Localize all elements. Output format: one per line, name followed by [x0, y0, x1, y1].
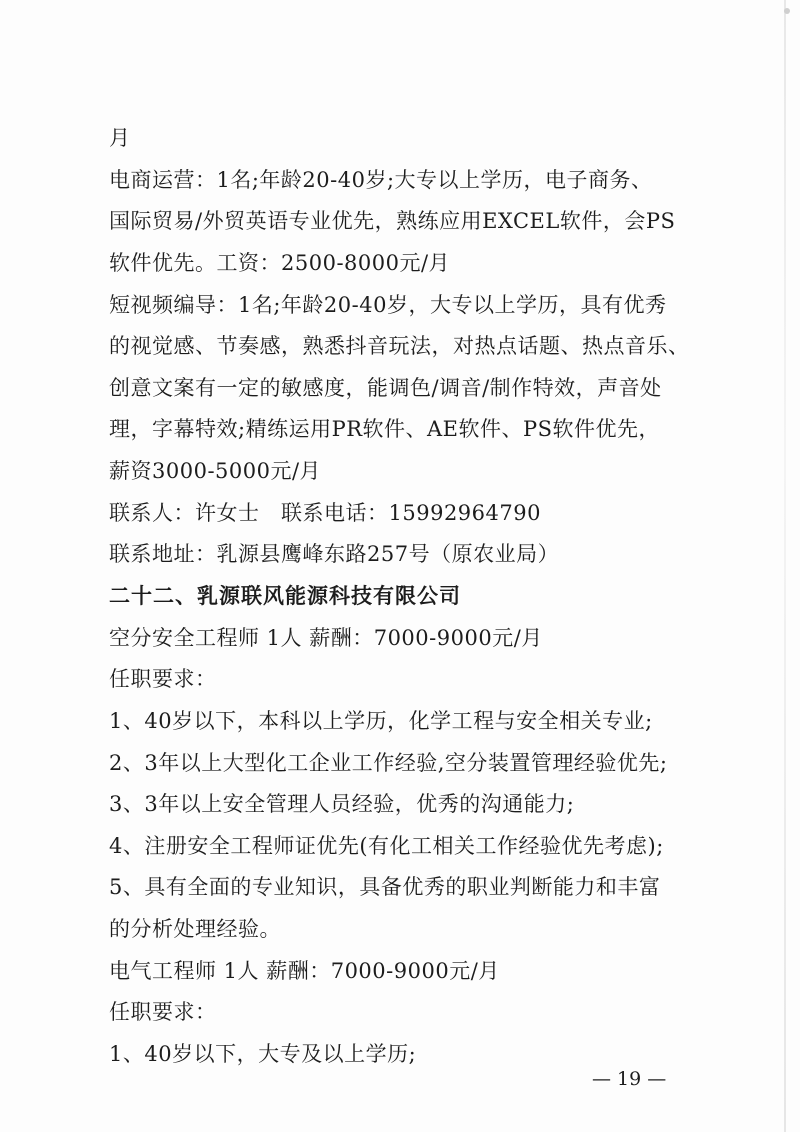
job-title-line: 电气工程师 1人 薪酬：7000-9000元/月	[109, 959, 500, 983]
paragraph-line: 创意文案有一定的敏感度，能调色/调音/制作特效，声音处	[109, 376, 662, 400]
job-title-line: 空分安全工程师 1人 薪酬：7000-9000元/月	[109, 626, 543, 650]
requirement-item: 2、3年以上大型化工企业工作经验,空分装置管理经验优先;	[109, 751, 668, 775]
page-number: — 19 —	[592, 1068, 667, 1090]
paragraph-line: 理，字幕特效;精练运用PR软件、AE软件、PS软件优先，	[109, 417, 661, 441]
requirement-item: 1、40岁以下，本科以上学历，化学工程与安全相关专业;	[109, 709, 653, 733]
paragraph-line: 短视频编导：1名;年龄20-40岁，大专以上学历，具有优秀	[109, 293, 667, 317]
paragraph-line: 国际贸易/外贸英语专业优先，熟练应用EXCEL软件，会PS	[109, 209, 676, 233]
requirement-item: 的分析处理经验。	[109, 917, 281, 941]
paragraph-line: 电商运营：1名;年龄20-40岁;大专以上学历，电子商务、	[109, 168, 653, 192]
address-line: 联系地址：乳源县鹰峰东路257号（原农业局）	[109, 542, 560, 566]
scan-corner-dot	[784, 8, 790, 14]
requirements-label: 任职要求：	[109, 1000, 217, 1024]
paragraph-line: 月	[109, 126, 131, 150]
requirement-item: 3、3年以上安全管理人员经验，优秀的沟通能力;	[109, 792, 575, 816]
scan-edge-mark	[784, 0, 786, 1132]
paragraph-line: 的视觉感、节奏感，熟悉抖音玩法，对热点话题、热点音乐、	[109, 334, 690, 358]
requirement-item: 4、注册安全工程师证优先(有化工相关工作经验优先考虑);	[109, 834, 664, 858]
paragraph-line: 软件优先。工资：2500-8000元/月	[109, 251, 451, 275]
requirements-label: 任职要求：	[109, 667, 217, 691]
contact-line: 联系人：许女士 联系电话：15992964790	[109, 501, 541, 525]
requirement-item: 5、具有全面的专业知识，具备优秀的职业判断能力和丰富	[109, 875, 661, 899]
company-heading: 二十二、乳源联风能源科技有限公司	[109, 584, 461, 608]
requirement-item: 1、40岁以下，大专及以上学历;	[109, 1042, 417, 1066]
paragraph-line: 薪资3000-5000元/月	[109, 459, 322, 483]
